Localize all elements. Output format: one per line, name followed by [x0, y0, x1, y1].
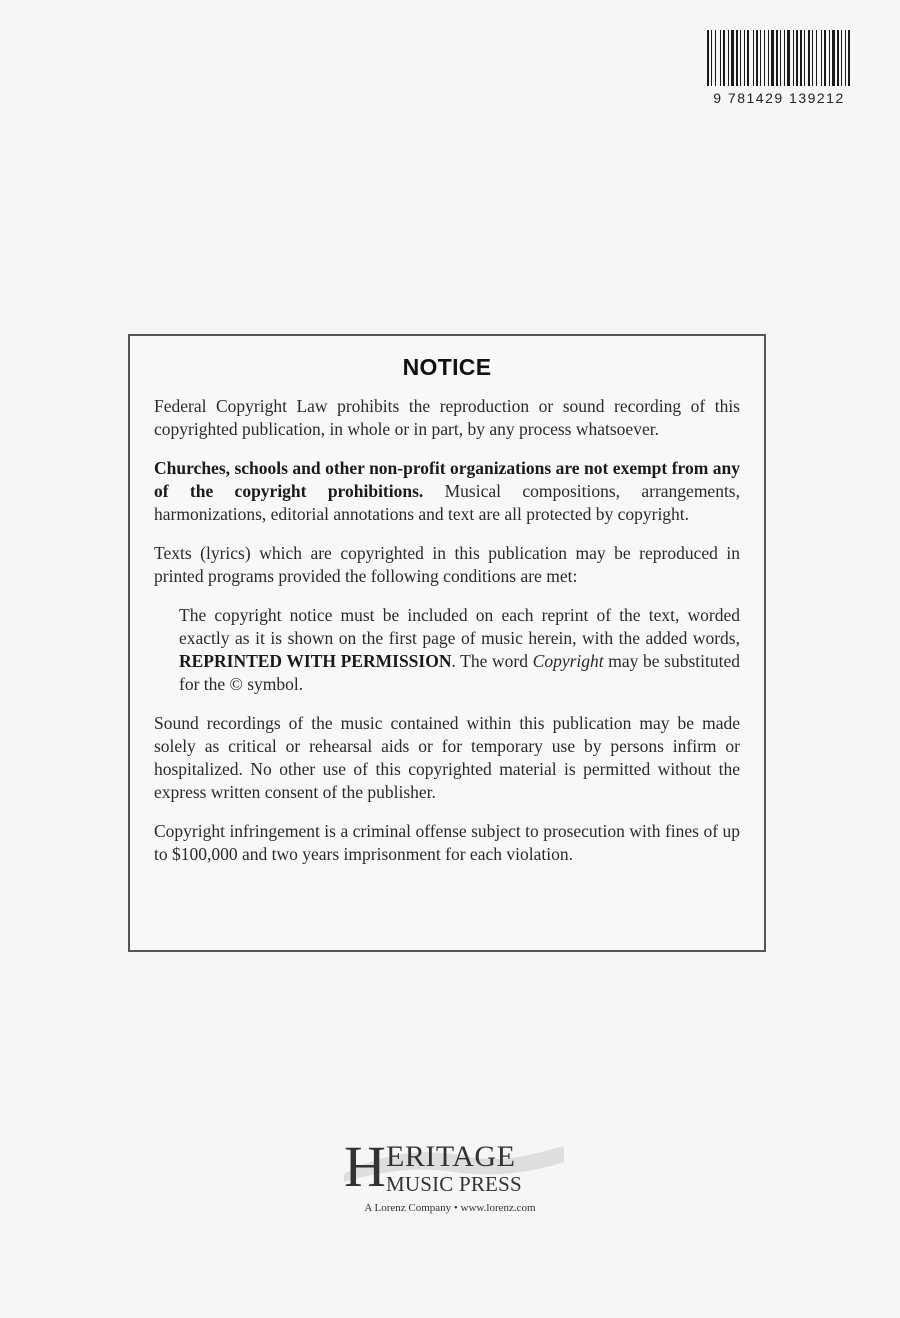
notice-title: NOTICE — [402, 354, 492, 380]
barcode-bar — [771, 30, 774, 86]
barcode-bar — [796, 30, 798, 86]
logo-subname: MUSIC PRESS — [386, 1172, 522, 1196]
barcode-bar — [821, 30, 822, 86]
barcode-bar — [845, 30, 846, 86]
barcode-bar — [808, 30, 810, 86]
barcode-bar — [764, 30, 765, 86]
conditions-text-a: The copyright notice must be included on each reprint of the text, worded exactly as it is shown on the first page of music herein, with the added words, — [179, 605, 740, 648]
barcode-bar — [829, 30, 830, 86]
barcode-bar — [731, 30, 734, 86]
barcode-bar — [736, 30, 738, 86]
barcode-icon — [706, 30, 852, 86]
barcode-bar — [760, 30, 761, 86]
barcode-bar — [768, 30, 769, 86]
barcode-bar — [848, 30, 850, 86]
barcode-bar — [780, 30, 781, 86]
barcode-bar — [832, 30, 835, 86]
barcode-bar — [787, 30, 790, 86]
barcode-bar — [753, 30, 754, 86]
reprinted-with-permission: REPRINTED WITH PERMISSION — [179, 651, 452, 671]
barcode-bar — [756, 30, 758, 86]
barcode-bar — [812, 30, 813, 86]
isbn-number: 9 781429 139212 — [713, 90, 845, 106]
conditions-text-c: may be substituted for the © symbol. — [179, 651, 741, 694]
publisher-tagline: A Lorenz Company • www.lorenz.com — [364, 1202, 536, 1214]
barcode-bar — [711, 30, 712, 86]
barcode-bar — [824, 30, 826, 86]
barcode-bar — [776, 30, 778, 86]
logo-name: ERITAGE — [386, 1140, 516, 1173]
barcode-bar — [720, 30, 721, 86]
exemption-text: Musical compositions, arrangements, harmonizations, editorial annotations and text are all protected by copyright. — [154, 481, 740, 524]
barcode-bar — [793, 30, 794, 86]
notice-paragraph-exemptions — [154, 457, 740, 526]
barcode-bar — [816, 30, 817, 86]
notice-paragraph-conditions — [179, 604, 740, 696]
barcode-bar — [723, 30, 725, 86]
barcode-bar — [837, 30, 839, 86]
barcode-bar — [715, 30, 716, 86]
notice-paragraph-recordings: Sound recordings of the music contained within this publication may be made solely as critical or rehearsal aids or for temporary use by persons infirm or hospitalized. No other use of this copyrighted material is permitted without the express written consent of the publisher. — [154, 713, 740, 802]
exemption-bold-text: Churches, schools and other non-profit organizations are not exempt from any of the copyright prohibitions. — [154, 458, 740, 501]
barcode-bar — [841, 30, 842, 86]
barcode-bar — [747, 30, 749, 86]
barcode-bar — [804, 30, 805, 86]
barcode-bar — [744, 30, 745, 86]
notice-paragraph-infringement: Copyright infringement is a criminal offense subject to prosecution with fines of up to $100,000 and two years imprisonment for each violation. — [154, 821, 740, 864]
notice-paragraph-law: Federal Copyright Law prohibits the reproduction or sound recording of this copyrighted publication, in whole or in part, by any process whatsoever. — [154, 396, 740, 439]
copyright-word: Copyright — [532, 651, 604, 671]
publisher-logo — [330, 1134, 570, 1218]
logo-initial: H — [344, 1134, 386, 1199]
barcode-bar — [728, 30, 729, 86]
conditions-text-b: . The word — [451, 651, 533, 671]
barcode-bar — [784, 30, 785, 86]
barcode-bar — [740, 30, 741, 86]
barcode-bar — [707, 30, 709, 86]
notice-paragraph-lyrics: Texts (lyrics) which are copyrighted in this publication may be reproduced in printed programs provided the following conditions are met: — [154, 543, 740, 586]
notice-box — [128, 334, 766, 952]
barcode-bar — [800, 30, 802, 86]
barcode — [706, 30, 852, 114]
